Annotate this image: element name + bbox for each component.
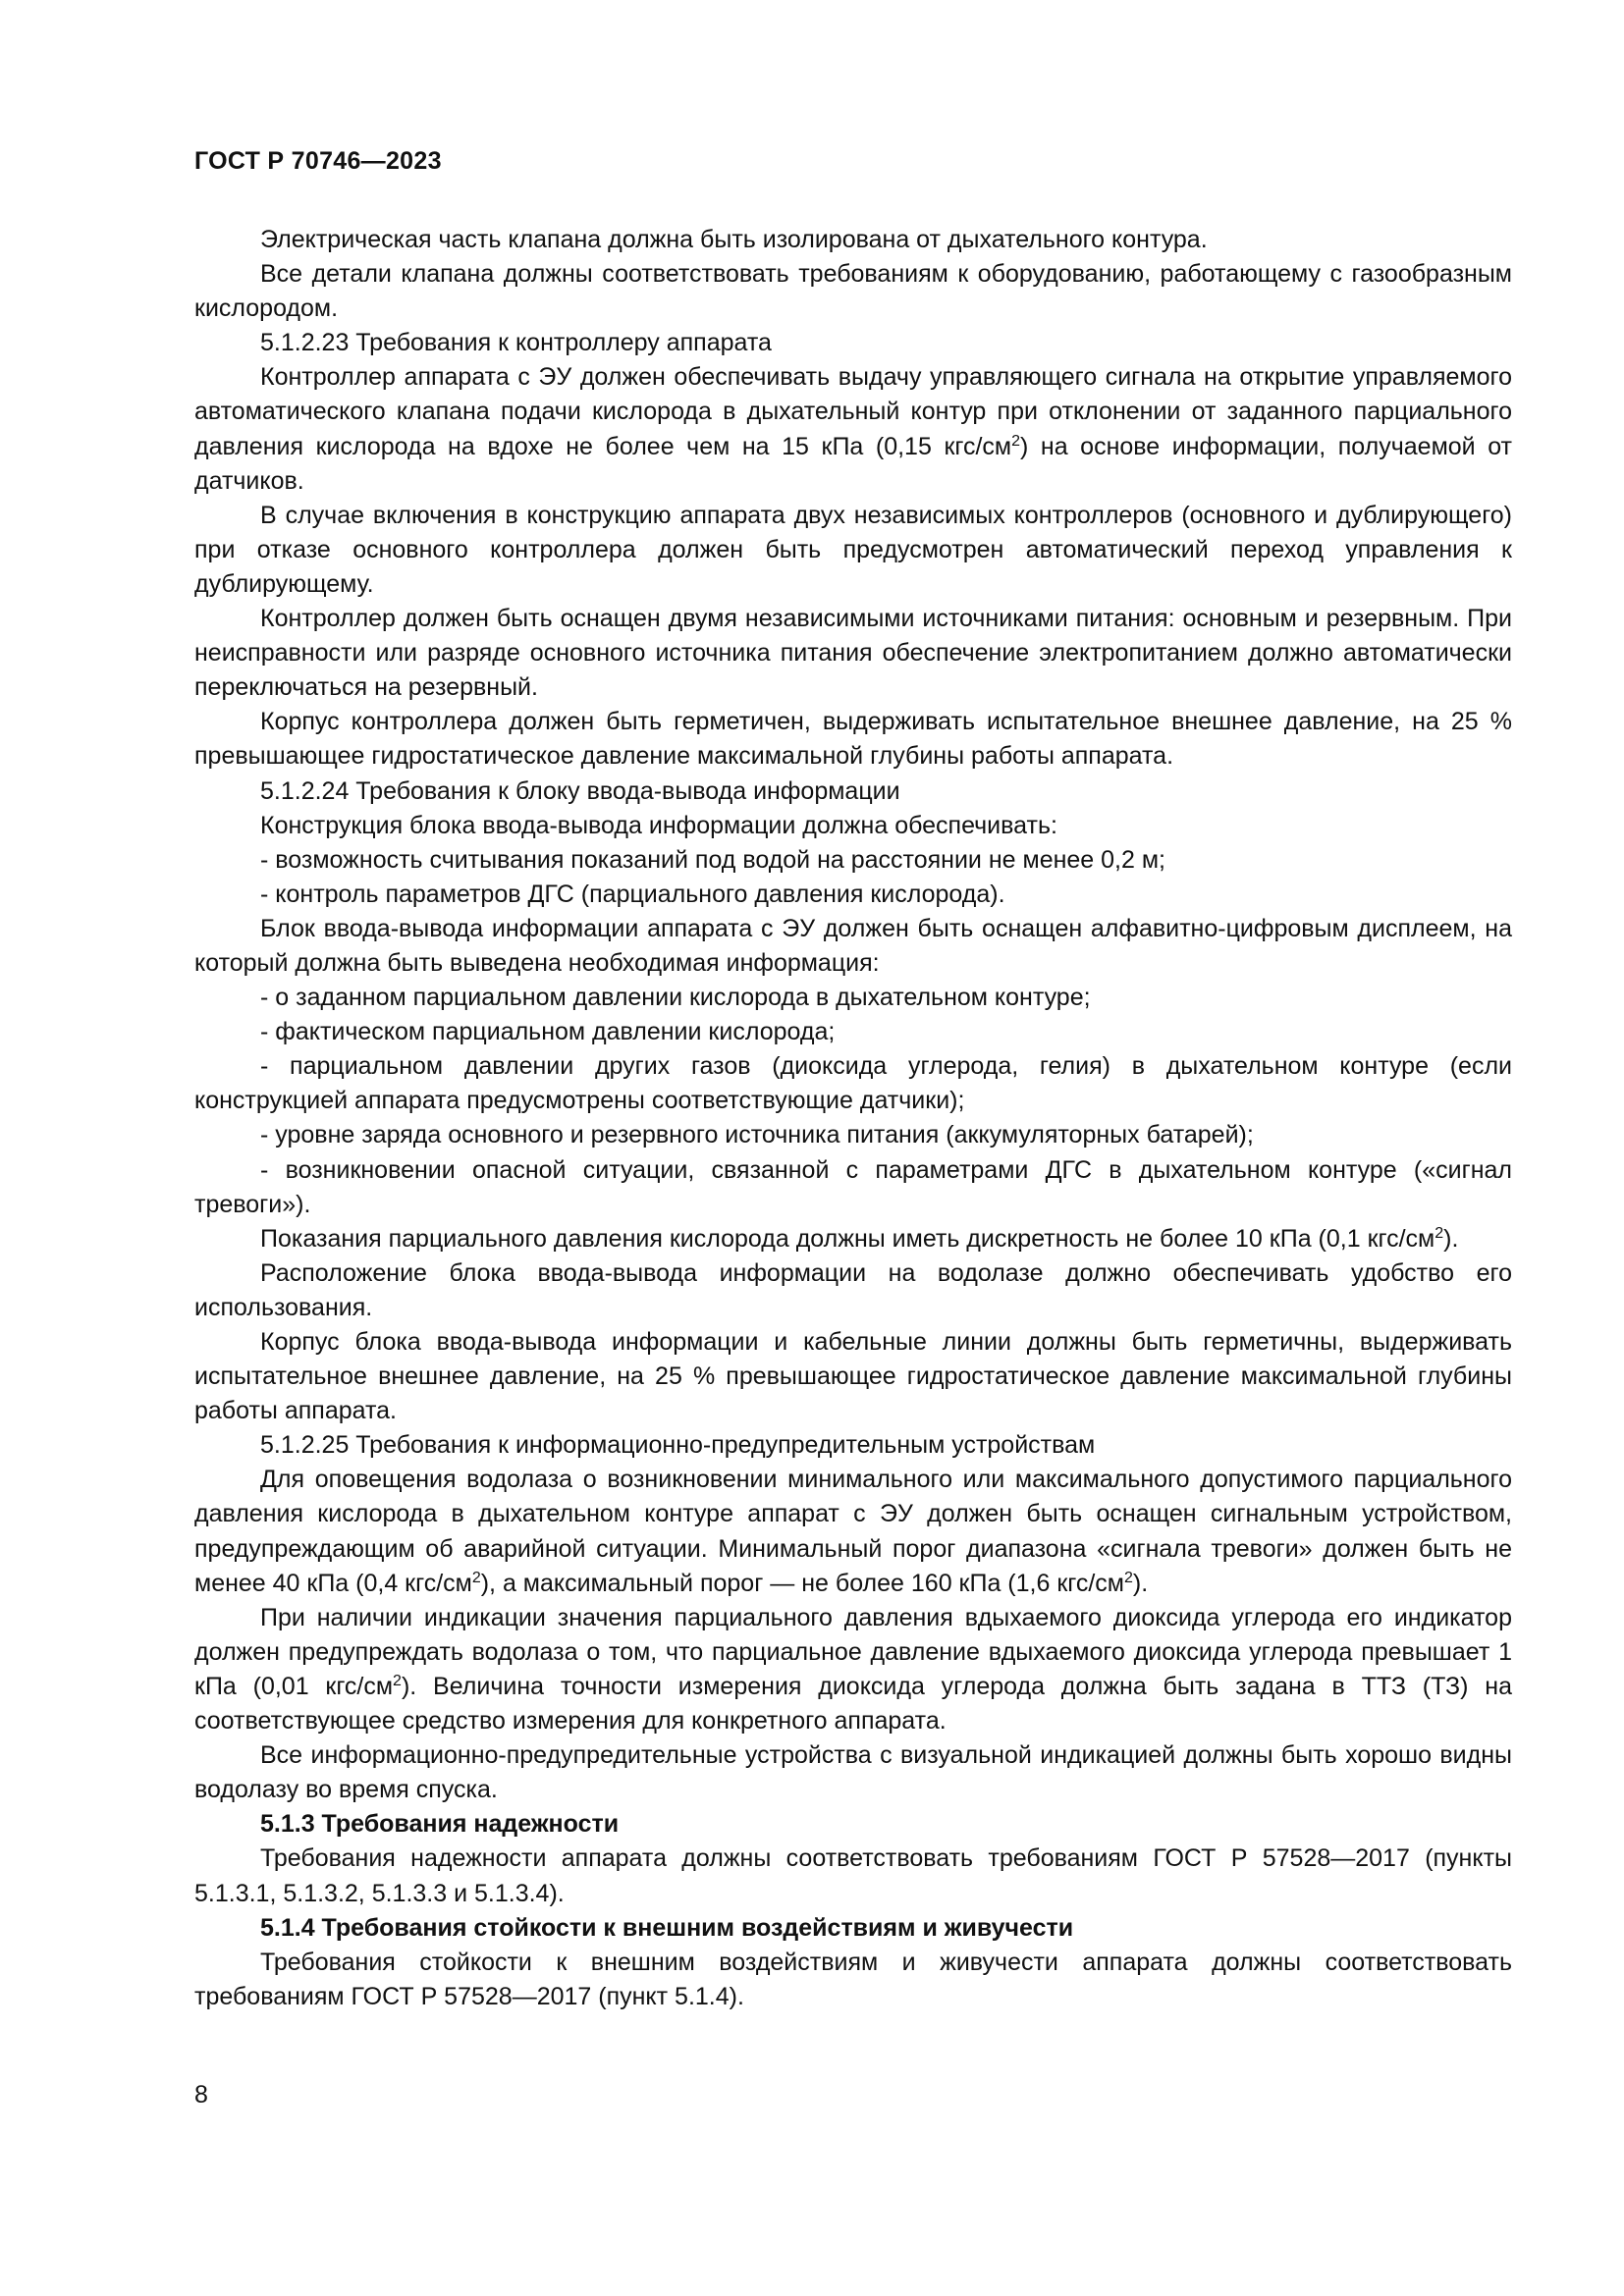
section-heading-5-1-2-25: 5.1.2.25 Требования к информационно-предупредительным устройствам: [260, 1431, 1096, 1460]
page-number: 8: [194, 2081, 208, 2109]
paragraph: В случае включения в конструкцию аппарата двух независимых контроллеров (основного и дублирующего) при отказе основного контроллера должен быть предусмотрен автоматический переход управления к дублирующему.: [194, 501, 1512, 598]
standard-header: ГОСТ Р 70746—2023: [194, 147, 442, 175]
list-item: - уровне заряда основного и резервного источника питания (аккумуляторных батарей);: [260, 1121, 1254, 1149]
paragraph: При наличии индикации значения парциального давления вдыхаемого диоксида углерода его индикатор должен предупреждать водолаза о том, что парциальное давление вдыхаемого диоксида углерода превышает 1 кПа (0,01 кгс/$см^2$). Величина точности измерения диоксида углерода должна быть задана в ТТЗ (ТЗ) на соответствующее средство измерения для конкретного аппарата.: [194, 1603, 1512, 1735]
paragraph: Для оповещения водолаза о возникновении минимального или максимального допустимого парциального давления кислорода в дыхательном контуре аппарат с ЭУ должен быть оснащен сигнальным устройством, предупреждающим об аварийной ситуации. Минимальный порог диапазона «сигнала тревоги» должен быть не менее 40 кПа (0,4 кгс/$см^2$), а максимальный порог — не более 160 кПа (1,6 кгс/$см^2$).: [194, 1466, 1512, 1597]
paragraph: Корпус блока ввода-вывода информации и кабельные линии должны быть герметичны, выдерживать испытательное внешнее давление, на 25 % превышающее гидростатическое давление максимальной глубины работы аппарата.: [194, 1328, 1512, 1425]
paragraph: Все детали клапана должны соответствовать требованиям к оборудованию, работающему с газообразным кислородом.: [194, 260, 1512, 323]
paragraph: Требования стойкости к внешним воздействиям и живучести аппарата должны соответствовать требованиям ГОСТ Р 57528—2017 (пункт 5.1.4).: [194, 1948, 1512, 2010]
list-item: - контроль параметров ДГС (парциального давления кислорода).: [260, 880, 1005, 908]
paragraph: Контроллер аппарата с ЭУ должен обеспечивать выдачу управляющего сигнала на открытие управляемого автоматического клапана подачи кислорода в дыхательный контур при отклонении от заданного парциального давления кислорода на вдохе не более чем на 15 кПа (0,15 кгс/$см^2$) на основе информации, получаемой от датчиков.: [194, 363, 1513, 495]
list-item: - возможность считывания показаний под водой на расстоянии не менее 0,2 м;: [260, 845, 1165, 874]
paragraph: Конструкция блока ввода-вывода информации должна обеспечивать:: [260, 811, 1057, 839]
paragraph: Корпус контроллера должен быть герметичен, выдерживать испытательное внешнее давление, на 25 % превышающее гидростатическое давление максимальной глубины работы аппарата.: [194, 708, 1512, 771]
section-heading-5-1-2-23: 5.1.2.23 Требования к контроллеру аппарата: [260, 329, 772, 357]
list-item: - фактическом парциальном давлении кислорода;: [260, 1018, 836, 1046]
paragraph: Блок ввода-вывода информации аппарата с ЭУ должен быть оснащен алфавитно-цифровым дисплеем, на который должна быть выведена необходимая информация:: [194, 914, 1512, 977]
section-heading-5-1-2-24: 5.1.2.24 Требования к блоку ввода-вывода информации: [260, 776, 900, 805]
document-body: [194, 223, 1512, 2014]
paragraph: Показания парциального давления кислорода должны иметь дискретность не более 10 кПа (0,1 кгс/$см^2$).: [260, 1224, 1459, 1253]
list-item: - возникновении опасной ситуации, связанной с параметрами ДГС в дыхательном контуре («сигнал тревоги»).: [194, 1155, 1512, 1218]
paragraph: Контроллер должен быть оснащен двумя независимыми источниками питания: основным и резервным. При неисправности или разряде основного источника питания обеспечение электропитанием должно автоматически переключаться на резервный.: [194, 605, 1512, 702]
paragraph: Электрическая часть клапана должна быть изолирована от дыхательного контура.: [260, 226, 1208, 253]
section-heading-5-1-3: 5.1.3 Требования надежности: [260, 1810, 620, 1839]
section-heading-5-1-4: 5.1.4 Требования стойкости к внешним воздействиям и живучести: [260, 1913, 1074, 1942]
list-item: - о заданном парциальном давлении кислорода в дыхательном контуре;: [260, 984, 1091, 1012]
list-item: - парциальном давлении других газов (диоксида углерода, гелия) в дыхательном контуре (если конструкцией аппарата предусмотрены соответствующие датчики);: [194, 1052, 1512, 1115]
paragraph: Требования надежности аппарата должны соответствовать требованиям ГОСТ Р 57528—2017 (пункты 5.1.3.1, 5.1.3.2, 5.1.3.3 и 5.1.3.4).: [194, 1844, 1512, 1907]
paragraph: Расположение блока ввода-вывода информации на водолазе должно обеспечивать удобство его использования.: [194, 1258, 1512, 1321]
paragraph: Все информационно-предупредительные устройства с визуальной индикацией должны быть хорошо видны водолазу во время спуска.: [194, 1741, 1512, 1804]
